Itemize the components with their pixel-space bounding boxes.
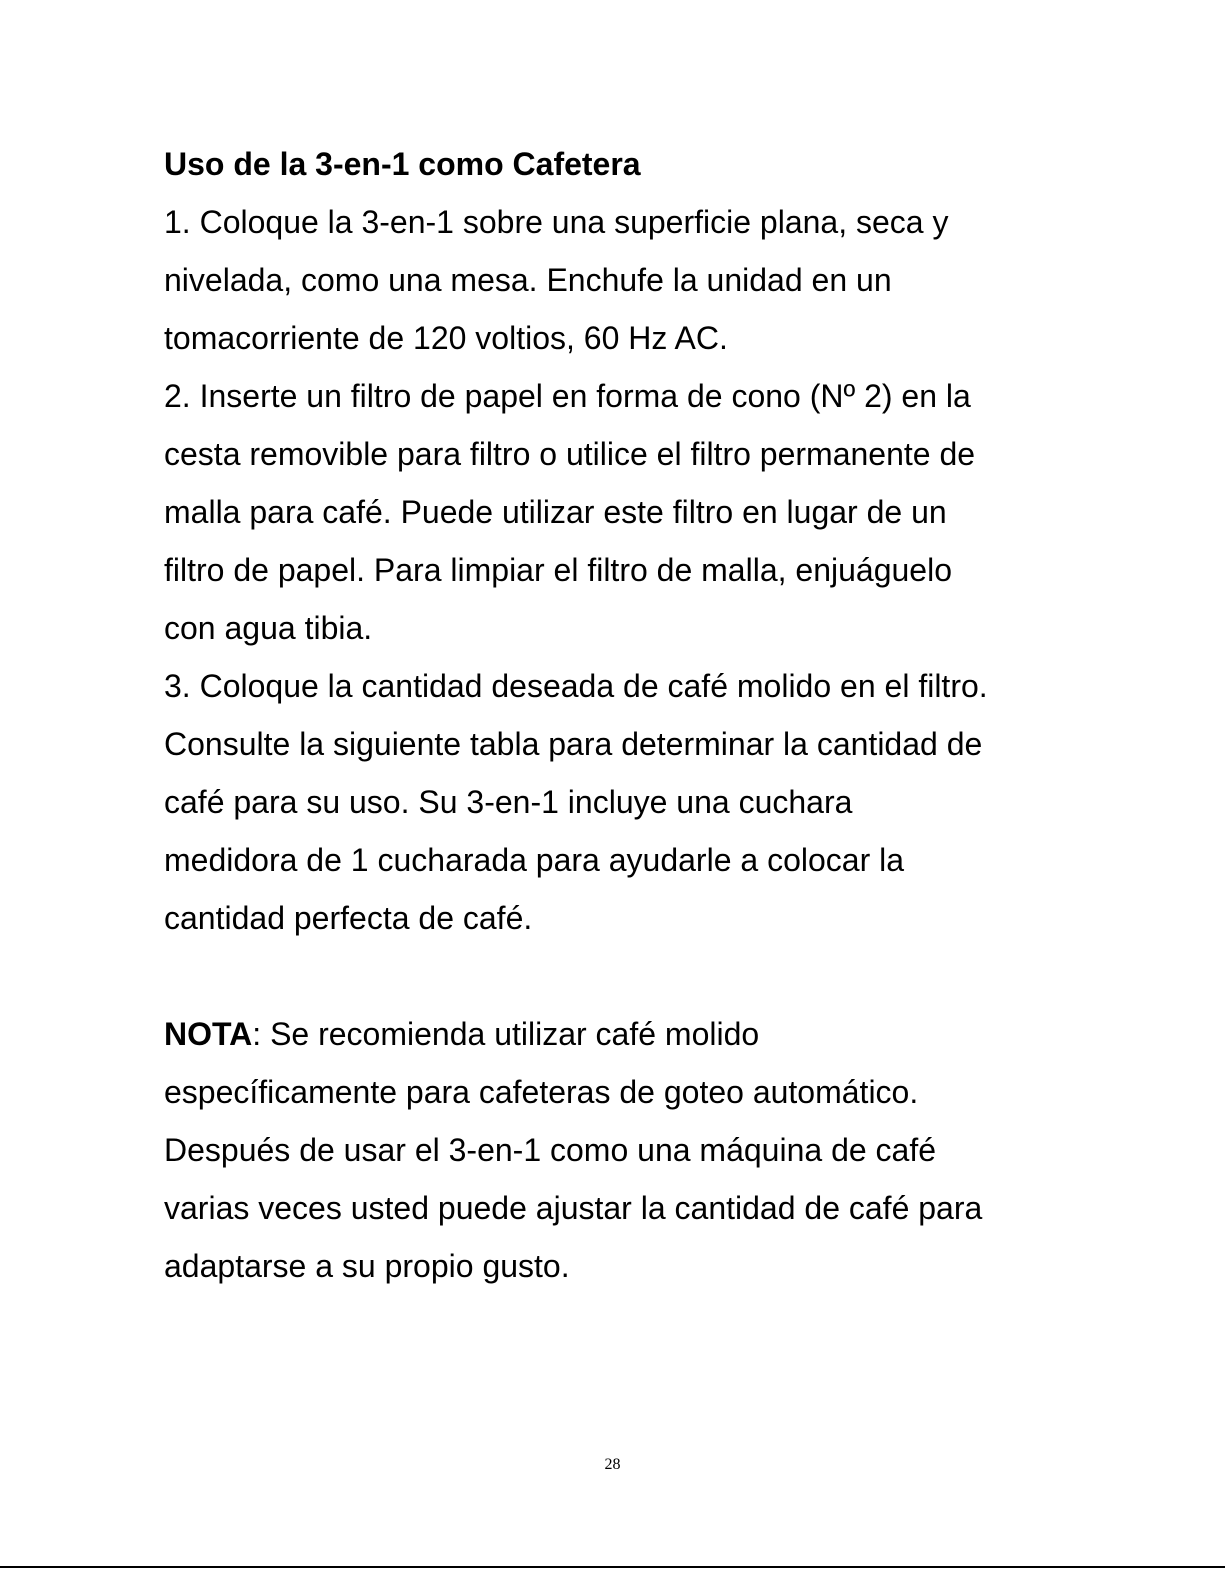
note-line: Después de usar el 3-en-1 como una máquina de café <box>164 1132 937 1168</box>
note-text: : Se recomienda utilizar café molido <box>252 1016 760 1052</box>
step-2-line: filtro de papel. Para limpiar el filtro de malla, enjuáguelo <box>164 552 952 588</box>
note-line: varias veces usted puede ajustar la cantidad de café para <box>164 1190 983 1226</box>
step-2-line: con agua tibia. <box>164 610 373 646</box>
note-line: específicamente para cafeteras de goteo automático. <box>164 1074 919 1110</box>
note-paragraph <box>164 1005 1164 1295</box>
step-1 <box>164 193 1164 367</box>
note-first-line <box>164 1005 1164 1063</box>
step-2-line: 2. Inserte un filtro de papel en forma de cono (Nº 2) en la <box>164 378 971 414</box>
page-content <box>164 135 1164 1295</box>
section-heading: Uso de la 3-en-1 como Cafetera <box>164 146 641 182</box>
note-line: adaptarse a su propio gusto. <box>164 1248 570 1284</box>
step-3-line: medidora de 1 cucharada para ayudarle a colocar la <box>164 842 905 878</box>
step-1-line: nivelada, como una mesa. Enchufe la unidad en un <box>164 262 892 298</box>
step-2-line: malla para café. Puede utilizar este filtro en lugar de un <box>164 494 947 530</box>
step-2 <box>164 367 1164 657</box>
step-3-line: cantidad perfecta de café. <box>164 900 533 936</box>
page-number: 28 <box>604 1456 621 1473</box>
step-1-line: 1. Coloque la 3-en-1 sobre una superficie plana, seca y <box>164 204 949 240</box>
note-label: NOTA <box>164 1016 253 1052</box>
step-1-line: tomacorriente de 120 voltios, 60 Hz AC. <box>164 320 728 356</box>
step-2-line: cesta removible para filtro o utilice el filtro permanente de <box>164 436 976 472</box>
step-3 <box>164 657 1164 947</box>
step-3-line: 3. Coloque la cantidad deseada de café molido en el filtro. <box>164 668 988 704</box>
bottom-rule <box>0 1566 1225 1568</box>
step-3-line: Consulte la siguiente tabla para determinar la cantidad de <box>164 726 983 762</box>
step-3-line: café para su uso. Su 3-en-1 incluye una cuchara <box>164 784 853 820</box>
